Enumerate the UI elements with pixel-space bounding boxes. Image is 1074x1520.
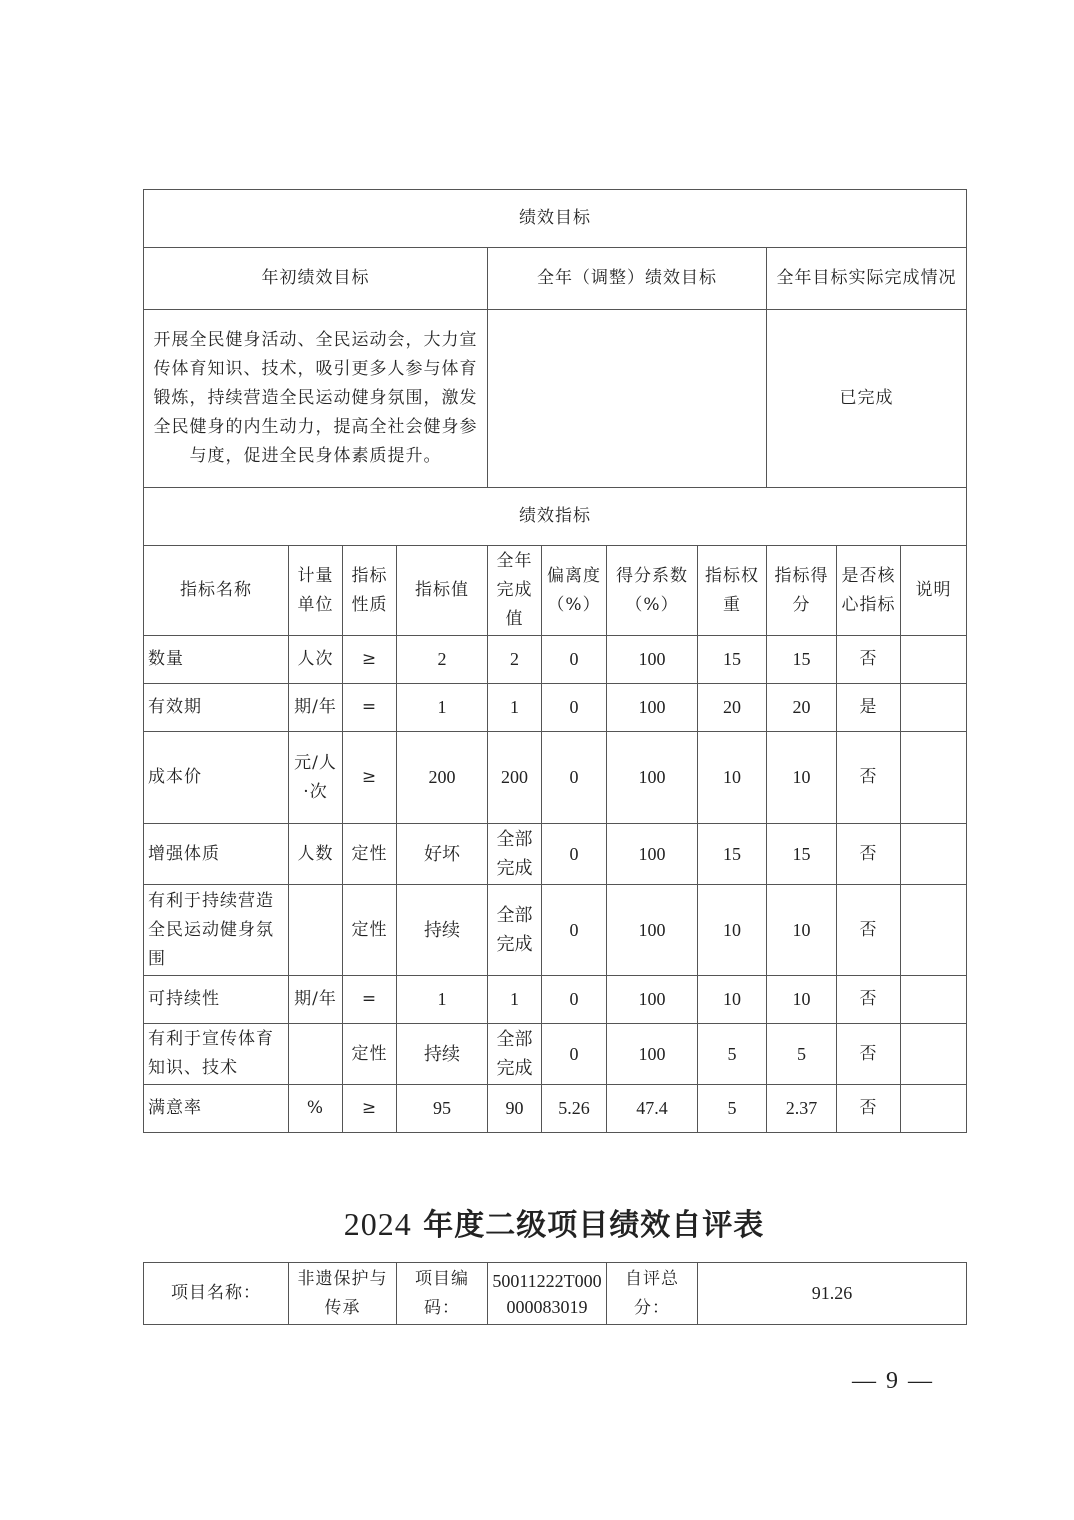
col-header-name: 指标名称 <box>144 546 289 636</box>
indicator-unit: 期/年 <box>289 684 343 732</box>
indicator-nature: = <box>343 684 397 732</box>
indicator-core: 否 <box>837 885 901 976</box>
indicator-deviation: 0 <box>542 976 607 1024</box>
col-header-nature: 指标性质 <box>343 546 397 636</box>
indicator-weight: 15 <box>698 636 767 684</box>
indicator-note <box>901 684 967 732</box>
initial-goal-text: 开展全民健身活动、全民运动会，大力宣传体育知识、技术，吸引更多人参与体育锻炼，持续营造全民运动健身氛围，激发全民健身的内生动力，提高全社会健身参与度，促进全民身体素质提升。 <box>144 310 488 488</box>
project-info-table <box>143 1262 967 1325</box>
indicator-target: 持续 <box>397 885 488 976</box>
header-completion: 全年目标实际完成情况 <box>767 248 967 310</box>
indicator-name: 有利于持续营造全民运动健身氛围 <box>144 885 289 976</box>
indicator-weight: 10 <box>698 732 767 824</box>
indicator-nature: 定性 <box>343 824 397 885</box>
indicator-target: 200 <box>397 732 488 824</box>
indicator-row <box>144 1024 967 1085</box>
indicator-core: 否 <box>837 1085 901 1133</box>
indicator-actual: 200 <box>488 732 542 824</box>
self-score-label: 自评总分： <box>607 1263 698 1325</box>
indicator-unit: 元/人·次 <box>289 732 343 824</box>
col-header-core: 是否核心指标 <box>837 546 901 636</box>
indicator-row <box>144 636 967 684</box>
indicator-target: 好坏 <box>397 824 488 885</box>
indicator-unit <box>289 885 343 976</box>
indicator-actual: 90 <box>488 1085 542 1133</box>
indicator-score: 15 <box>767 636 837 684</box>
indicator-row <box>144 732 967 824</box>
indicator-target: 持续 <box>397 1024 488 1085</box>
indicator-coef: 100 <box>607 636 698 684</box>
indicator-core: 否 <box>837 1024 901 1085</box>
indicator-weight: 5 <box>698 1024 767 1085</box>
indicator-nature: ≥ <box>343 1085 397 1133</box>
indicator-target: 1 <box>397 684 488 732</box>
indicator-core: 否 <box>837 732 901 824</box>
adjusted-goal-text <box>488 310 767 488</box>
indicator-actual: 2 <box>488 636 542 684</box>
col-header-weight: 指标权重 <box>698 546 767 636</box>
performance-table <box>143 189 967 1133</box>
form-title-text: 年度二级项目绩效自评表 <box>423 1208 765 1243</box>
indicator-deviation: 0 <box>542 684 607 732</box>
indicator-nature: 定性 <box>343 1024 397 1085</box>
indicator-weight: 20 <box>698 684 767 732</box>
indicator-deviation: 0 <box>542 732 607 824</box>
indicator-score: 2.37 <box>767 1085 837 1133</box>
indicator-unit: 期/年 <box>289 976 343 1024</box>
indicator-coef: 100 <box>607 684 698 732</box>
indicator-deviation: 5.26 <box>542 1085 607 1133</box>
project-name-label: 项目名称： <box>144 1263 289 1325</box>
indicator-weight: 10 <box>698 976 767 1024</box>
indicator-row <box>144 684 967 732</box>
indicator-deviation: 0 <box>542 1024 607 1085</box>
indicator-coef: 100 <box>607 885 698 976</box>
indicator-weight: 5 <box>698 1085 767 1133</box>
indicator-name: 满意率 <box>144 1085 289 1133</box>
indicator-row <box>144 824 967 885</box>
indicator-unit: 人次 <box>289 636 343 684</box>
project-code-value: 50011222T000000083019 <box>488 1263 607 1325</box>
project-name-value: 非遗保护与传承 <box>289 1263 397 1325</box>
indicator-target: 2 <box>397 636 488 684</box>
indicator-score: 10 <box>767 976 837 1024</box>
col-header-target: 指标值 <box>397 546 488 636</box>
indicator-header-row <box>144 546 967 636</box>
indicator-note <box>901 976 967 1024</box>
indicator-nature: 定性 <box>343 885 397 976</box>
indicator-core: 否 <box>837 636 901 684</box>
indicator-coef: 100 <box>607 824 698 885</box>
indicator-nature: ≥ <box>343 732 397 824</box>
indicator-actual: 全部完成 <box>488 885 542 976</box>
col-header-coef: 得分系数（%） <box>607 546 698 636</box>
indicator-score: 15 <box>767 824 837 885</box>
indicator-actual: 全部完成 <box>488 1024 542 1085</box>
perf-goal-title: 绩效目标 <box>144 190 967 248</box>
indicator-note <box>901 732 967 824</box>
self-score-value: 91.26 <box>698 1263 967 1325</box>
indicator-nature: ≥ <box>343 636 397 684</box>
page-number: — 9 — <box>852 1368 934 1394</box>
indicator-target: 95 <box>397 1085 488 1133</box>
project-code-label: 项目编码： <box>397 1263 488 1325</box>
indicator-unit <box>289 1024 343 1085</box>
indicator-name: 增强体质 <box>144 824 289 885</box>
col-header-note: 说明 <box>901 546 967 636</box>
col-header-score: 指标得分 <box>767 546 837 636</box>
indicator-unit: % <box>289 1085 343 1133</box>
form-title <box>0 1200 1074 1244</box>
col-header-unit: 计量单位 <box>289 546 343 636</box>
indicator-title: 绩效指标 <box>144 488 967 546</box>
indicator-deviation: 0 <box>542 636 607 684</box>
indicator-weight: 10 <box>698 885 767 976</box>
indicator-note <box>901 1085 967 1133</box>
indicator-coef: 47.4 <box>607 1085 698 1133</box>
indicator-name: 有利于宣传体育知识、技术 <box>144 1024 289 1085</box>
col-header-actual: 全年完成值 <box>488 546 542 636</box>
header-adjusted-goal: 全年（调整）绩效目标 <box>488 248 767 310</box>
indicator-deviation: 0 <box>542 885 607 976</box>
indicator-score: 10 <box>767 885 837 976</box>
indicator-name: 数量 <box>144 636 289 684</box>
indicator-core: 是 <box>837 684 901 732</box>
completion-text: 已完成 <box>767 310 967 488</box>
col-header-deviation: 偏离度（%） <box>542 546 607 636</box>
form-title-year: 2024 <box>343 1206 412 1242</box>
indicator-note <box>901 885 967 976</box>
indicator-deviation: 0 <box>542 824 607 885</box>
indicator-score: 10 <box>767 732 837 824</box>
indicator-unit: 人数 <box>289 824 343 885</box>
indicator-score: 20 <box>767 684 837 732</box>
indicator-row <box>144 976 967 1024</box>
indicator-note <box>901 1024 967 1085</box>
indicator-core: 否 <box>837 824 901 885</box>
indicator-coef: 100 <box>607 732 698 824</box>
indicator-coef: 100 <box>607 976 698 1024</box>
indicator-row <box>144 1085 967 1133</box>
indicator-note <box>901 824 967 885</box>
indicator-actual: 1 <box>488 976 542 1024</box>
indicator-weight: 15 <box>698 824 767 885</box>
indicator-core: 否 <box>837 976 901 1024</box>
indicator-row <box>144 885 967 976</box>
header-initial-goal: 年初绩效目标 <box>144 248 488 310</box>
indicator-note <box>901 636 967 684</box>
indicator-target: 1 <box>397 976 488 1024</box>
indicator-name: 有效期 <box>144 684 289 732</box>
indicator-coef: 100 <box>607 1024 698 1085</box>
indicator-name: 成本价 <box>144 732 289 824</box>
indicator-actual: 全部完成 <box>488 824 542 885</box>
indicator-actual: 1 <box>488 684 542 732</box>
indicator-score: 5 <box>767 1024 837 1085</box>
indicator-name: 可持续性 <box>144 976 289 1024</box>
indicator-nature: = <box>343 976 397 1024</box>
